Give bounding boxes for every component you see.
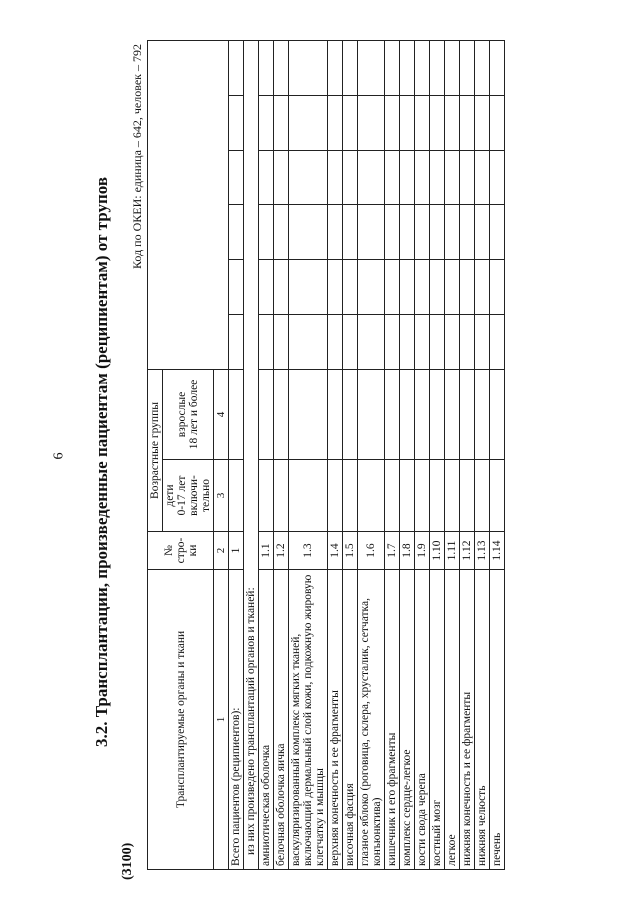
table-row (490, 41, 505, 870)
row-number: 1.11 (445, 532, 460, 570)
table-row (289, 41, 328, 870)
table-row (460, 41, 475, 870)
header-row-no: № стро- ки (148, 532, 214, 570)
row-name: амниотическая оболочка (259, 570, 274, 870)
row-number: 1.1 (259, 532, 274, 570)
table-row (445, 41, 460, 870)
table-row (244, 41, 259, 870)
col-index: 2 (214, 532, 229, 570)
row-name: печень (490, 570, 505, 870)
page-number: 6 (51, 452, 67, 460)
form-code: (3100) (120, 842, 135, 880)
row-name: кости свода черепа (415, 570, 430, 870)
row-name: нижняя челюсть (475, 570, 490, 870)
row-name: глазное яблоко (роговица, склера, хрусталик, сетчатка, конъюнктива) (358, 570, 385, 870)
table-row (385, 41, 400, 870)
row-number: 1.7 (385, 532, 400, 570)
row-number: 1.6 (358, 532, 385, 570)
col-index: 1 (214, 570, 229, 870)
okei-code: Код по ОКЕИ: единица – 642, человек – 792 (130, 44, 144, 269)
header-organs: Трансплантируемые органы и ткани (148, 570, 214, 870)
table-row (259, 41, 274, 870)
row-number: 1.9 (415, 532, 430, 570)
table-row (229, 41, 244, 870)
header-age-groups: Возрастные группы (148, 369, 163, 531)
row-number: 1 (229, 532, 244, 570)
row-number: 1.5 (343, 532, 358, 570)
table-row (475, 41, 490, 870)
row-number: 1.14 (490, 532, 505, 570)
row-name: Всего пациентов (реципиентов): (229, 570, 244, 870)
table-row (358, 41, 385, 870)
row-number: 1.13 (475, 532, 490, 570)
row-number: 1.4 (328, 532, 343, 570)
col-index: 4 (214, 369, 229, 459)
row-name: легкое (445, 570, 460, 870)
row-number: 1.12 (460, 532, 475, 570)
row-number: 1.10 (430, 532, 445, 570)
table-row (274, 41, 289, 870)
row-name: височная фасция (343, 570, 358, 870)
table-row (415, 41, 430, 870)
table-row (430, 41, 445, 870)
row-number: 1.3 (289, 532, 328, 570)
transplant-table (147, 40, 505, 870)
row-name: костный мозг (430, 570, 445, 870)
header-children: дети 0-17 лет включи- тельно (163, 460, 214, 532)
row-number: 1.2 (274, 532, 289, 570)
header-blank (148, 41, 229, 370)
row-name: нижняя конечность и ее фрагменты (460, 570, 475, 870)
row-name: из них произведено трансплантаций органов и тканей: (244, 41, 259, 870)
row-name: белочная оболочка яичка (274, 570, 289, 870)
row-name: верхняя конечность и ее фрагменты (328, 570, 343, 870)
row-name: комплекс сердце-легкое (400, 570, 415, 870)
section-title: 3.2. Трансплантации, произведенные пациентам (реципиентам) от трупов (92, 176, 111, 748)
row-number: 1.8 (400, 532, 415, 570)
table-row (328, 41, 343, 870)
table-row (343, 41, 358, 870)
header-adults: взрослые 18 лет и более (163, 369, 214, 459)
row-name: кишечник и его фрагменты (385, 570, 400, 870)
table-row (400, 41, 415, 870)
col-index: 3 (214, 460, 229, 532)
row-name: васкуляризированный комплекс мягких тканей, включающий дермальный слой кожи, подкожную жировую клетчатку и мышцы (289, 570, 328, 870)
rotated-page (40, 20, 600, 880)
